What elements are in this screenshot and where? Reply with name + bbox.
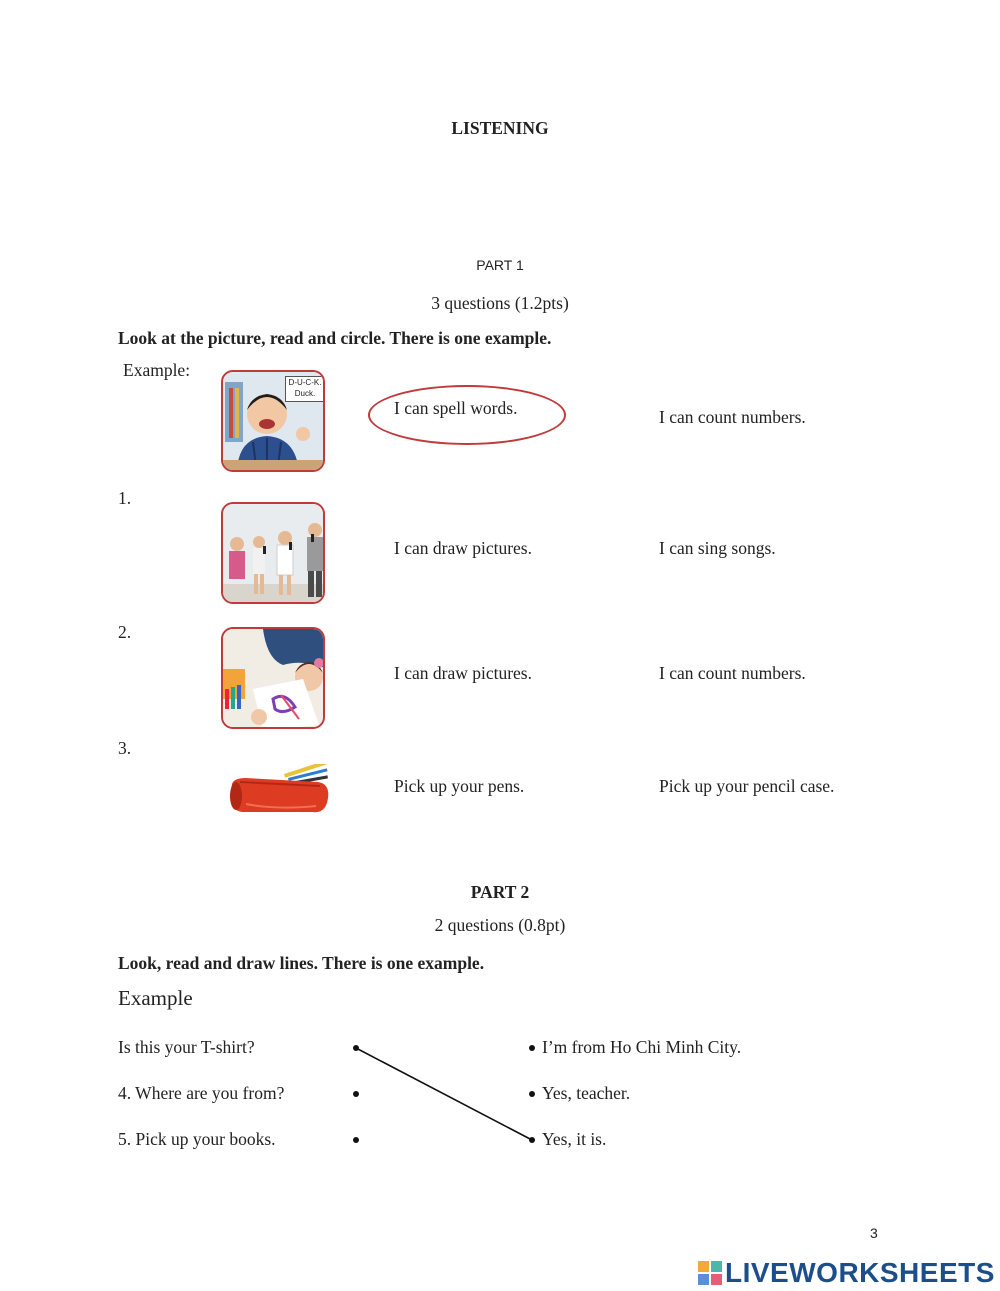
example-label: Example: — [123, 360, 191, 380]
question-2-number: 2. — [118, 622, 132, 642]
part2-example-label: Example — [118, 986, 193, 1010]
match-left-item-3: 5. Pick up your books. — [118, 1129, 276, 1149]
liveworksheets-blocks-icon — [697, 1260, 723, 1286]
question-2-option-a[interactable]: I can draw pictures. — [394, 663, 532, 683]
part2-questions-info: 2 questions (0.8pt) — [434, 915, 566, 935]
question-3-option-a[interactable]: Pick up your pens. — [394, 776, 525, 796]
part1-instruction: Look at the picture, read and circle. There is one example. — [118, 328, 552, 348]
example-option-a[interactable]: I can spell words. — [394, 398, 518, 418]
part2-instruction: Look, read and draw lines. There is one example. — [118, 953, 485, 973]
part2-heading: PART 2 — [470, 882, 530, 902]
question-2-option-b[interactable]: I can count numbers. — [659, 663, 806, 683]
example-option-b[interactable]: I can count numbers. — [659, 407, 806, 427]
liveworksheets-brand-text: LIVEWORKSHEETS — [725, 1257, 995, 1288]
match-right-item-2: Yes, teacher. — [542, 1083, 631, 1103]
sign-text-line2: Duck. — [294, 389, 316, 398]
question-1-number: 1. — [118, 488, 132, 508]
part1-heading: PART 1 — [476, 257, 524, 273]
match-right-item-3: Yes, it is. — [542, 1129, 607, 1149]
page-title: LISTENING — [451, 118, 549, 138]
part1-questions-info: 3 questions (1.2pts) — [431, 293, 569, 313]
page-number: 3 — [870, 1225, 878, 1241]
question-1-option-b[interactable]: I can sing songs. — [659, 538, 776, 558]
liveworksheets-logo — [697, 1257, 995, 1289]
question-3-option-b[interactable]: Pick up your pencil case. — [659, 776, 835, 796]
match-left-item-1: Is this your T-shirt? — [118, 1037, 255, 1057]
question-1-option-a[interactable]: I can draw pictures. — [394, 538, 532, 558]
match-right-item-1: I’m from Ho Chi Minh City. — [542, 1037, 742, 1057]
match-left-item-2: 4. Where are you from? — [118, 1083, 285, 1103]
sign-text-line1: D-U-C-K. — [288, 378, 322, 387]
question-3-number: 3. — [118, 738, 132, 758]
